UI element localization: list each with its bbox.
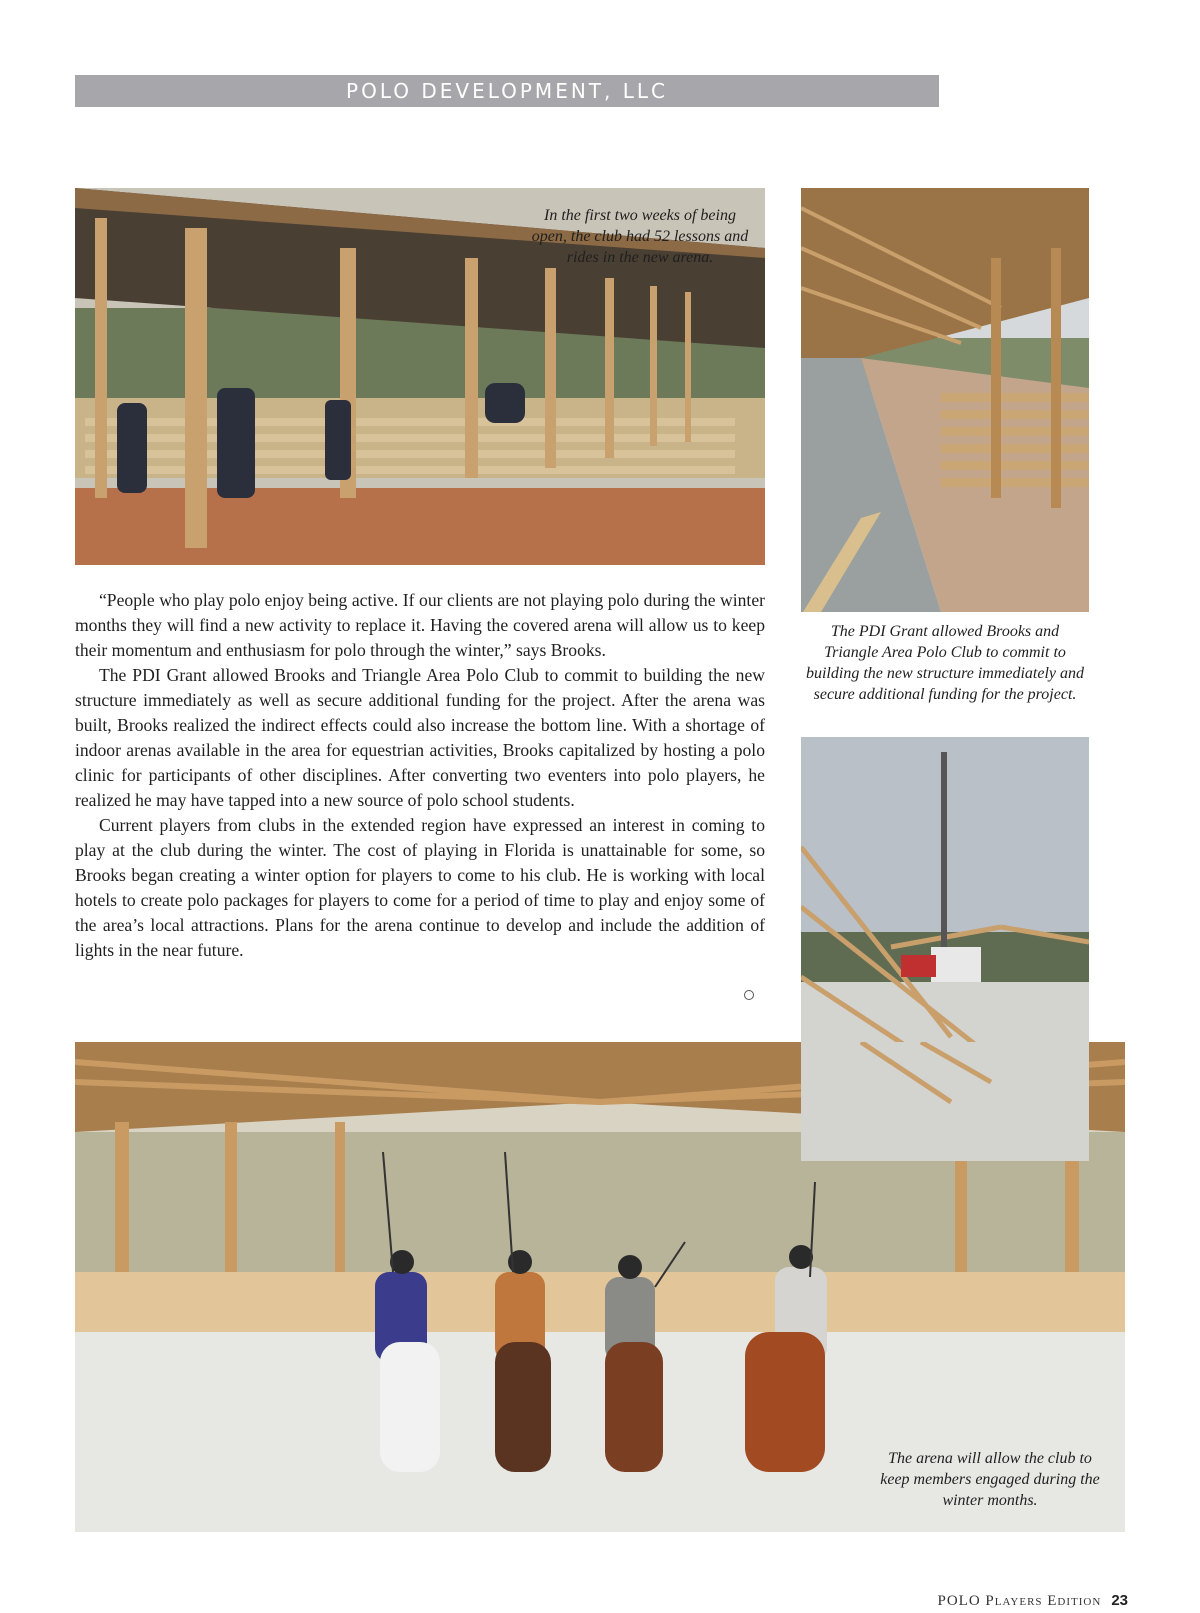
article-body — [75, 588, 765, 963]
photo-crane-overlay — [801, 1042, 1089, 1161]
page-footer — [937, 1592, 1128, 1610]
caption-bottom-photo: The arena will allow the club to keep members engaged during the winter months. — [880, 1450, 1100, 1509]
end-of-article-mark — [744, 990, 754, 1000]
article-paragraph: Current players from clubs in the extended region have expressed an interest in coming to play at the club during the winter. The cost of playing in Florida is unattainable for some, so Brooks began creating a winter option for players to come to his club. He is working with local hotels to create polo packages for players to come for a period of time to play and enjoy some of the area’s local attractions. Plans for the arena continue to develop and include the addition of lights in the near future. — [75, 815, 765, 960]
publication-name: POLO Players Edition — [937, 1593, 1102, 1609]
section-banner: POLO DEVELOPMENT, LLC — [75, 75, 939, 107]
caption-right-photo: The PDI Grant allowed Brooks and Triangle Area Polo Club to commit to building the new structure immediately and secure additional funding for the project. — [805, 623, 1085, 703]
article-paragraph: “People who play polo enjoy being active. If our clients are not playing polo during the winter months they will find a new activity to replace it. Having the covered arena will allow us to keep their momentum and enthusiasm for polo through the winter,” says Brooks. — [75, 590, 765, 660]
caption-top-photo: In the first two weeks of being open, the club had 52 lessons and rides in the new arena. — [531, 207, 749, 266]
article-paragraph: The PDI Grant allowed Brooks and Triangle Area Polo Club to commit to building the new structure immediately as well as secure additional funding for the project. After the arena was built, Brooks realized the indirect effects could also increase the bottom line. With a shortage of indoor arenas available in the area for equestrian activities, Brooks capitalized by hosting a polo clinic for participants of other disciplines. After converting two eventers into polo players, he realized he may have tapped into a new source of polo school students. — [75, 665, 765, 810]
photo-arena-side — [801, 188, 1089, 612]
page-number: 23 — [1111, 1592, 1128, 1609]
